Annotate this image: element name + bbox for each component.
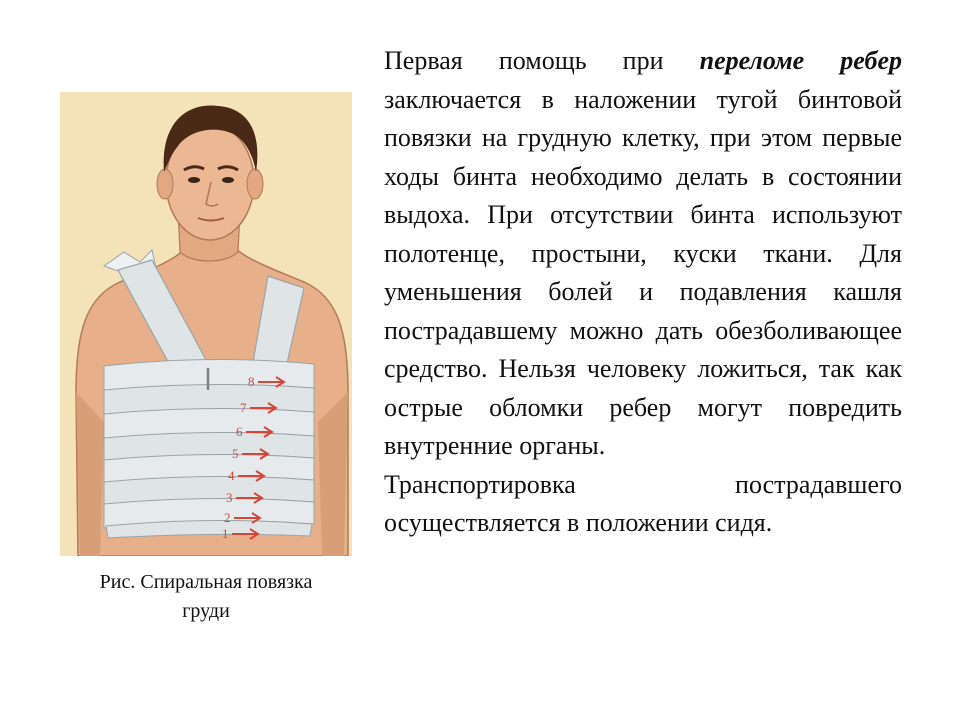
paragraph-main [384, 42, 902, 466]
left-eye [188, 177, 200, 183]
left-ear [157, 169, 173, 199]
emphasized-term: переломе ребер [699, 46, 903, 75]
turn-number-5: 5 [232, 446, 239, 461]
turn-number-4: 4 [228, 468, 235, 483]
turn-number-1: 1 [222, 526, 229, 541]
first-aid-text [384, 42, 902, 543]
turn-number-6: 6 [236, 424, 243, 439]
turn-number-2: 2 [224, 510, 231, 525]
turn-number-3: 3 [226, 490, 233, 505]
paragraph-body: заключается в наложении тугой бинтовой повязки на грудную клетку, при этом первые ходы бинта необходимо делать в состоянии выдоха. При отсутствии бинта используют полотенце, простыни, куски ткани. Для уменьшения болей и подавления кашля пострадавшему можно дать обезболивающее средство. Нельзя человеку ложиться, так как острые обломки ребер могут повредить внутренние органы. [384, 84, 902, 460]
right-eye [222, 177, 234, 183]
turn-number-8: 8 [248, 374, 255, 389]
caption-line-1: Рис. Спиральная повязка [99, 571, 313, 593]
bandaged-man-drawing [60, 92, 352, 556]
turn-number-7: 7 [240, 400, 247, 415]
caption-line-2: груди [182, 600, 230, 622]
right-ear [247, 169, 263, 199]
paragraph-intro: Первая помощь при [384, 46, 700, 75]
figure-caption [58, 568, 354, 626]
chest-bandage-illustration [60, 92, 352, 556]
paragraph-transport: Транспортировка пострадавшего осуществляется в положении сидя. [384, 469, 902, 537]
